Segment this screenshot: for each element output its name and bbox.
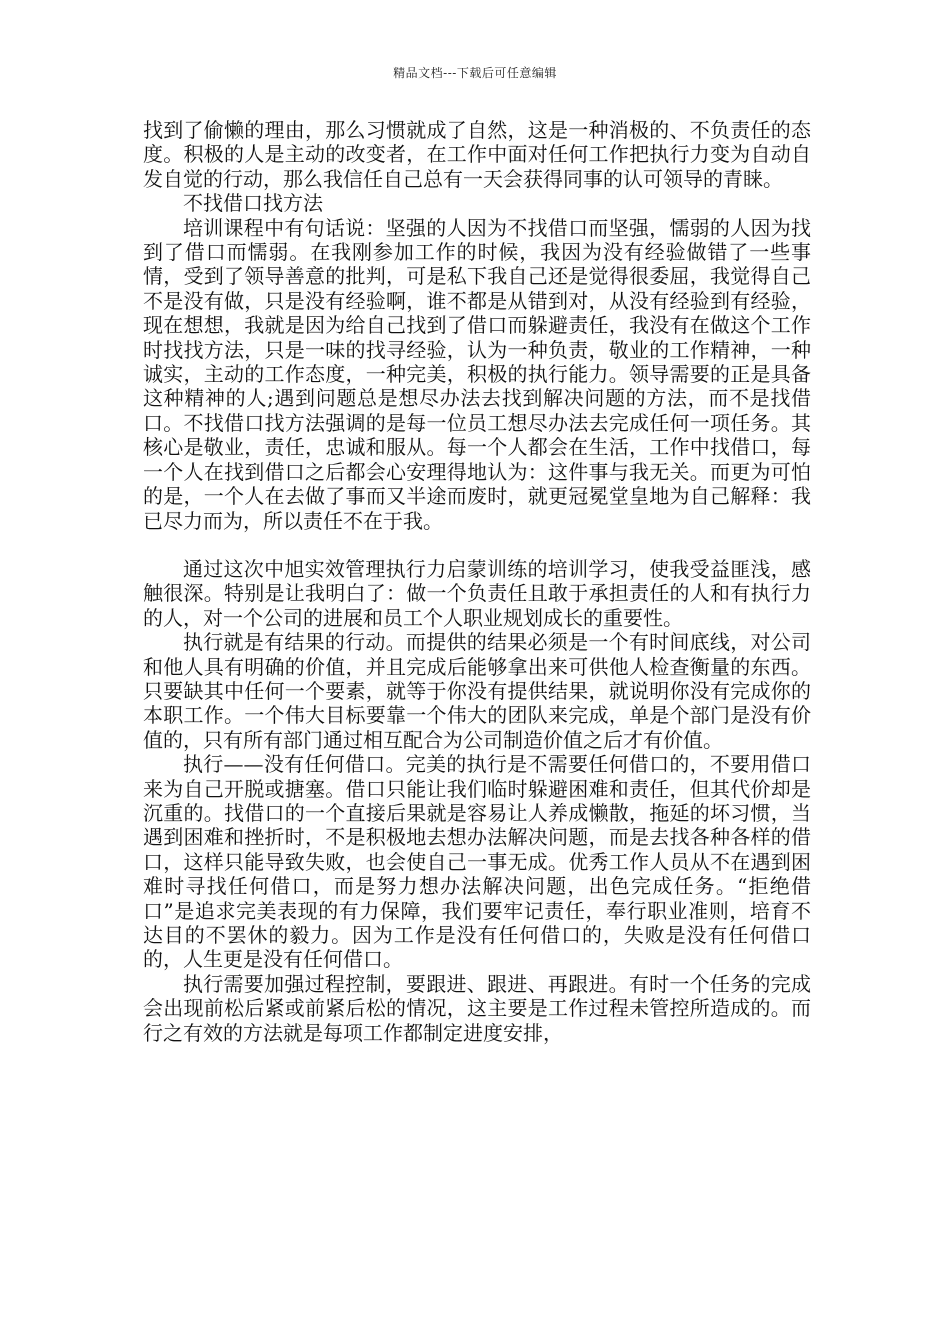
- paragraph: 执行——没有任何借口。完美的执行是不需要任何借口的，不要用借口来为自己开脱或搪塞。借口只能让我们临时躲避困难和责任，但其代价却是沉重的。找借口的一个直接后果就是容易让人养成懒散，拖延的坏习惯，当遇到困难和挫折时，不是积极地去想办法解决问题，而是去找各种各样的借口，这样只能导致失败，也会使自己一事无成。优秀工作人员从不在遇到困难时寻找任何借口，而是努力想办法解决问题，出色完成任务。“拒绝借口”是追求完美表现的有力保障，我们要牢记责任，奉行职业准则，培育不达目的不罢休的毅力。因为工作是没有任何借口的，失败是没有任何借口的，人生更是没有任何借口。: [143, 752, 811, 972]
- page-header: 精品文档---下载后可任意编辑: [393, 66, 557, 80]
- paragraph-gap: [143, 533, 811, 557]
- paragraph: 培训课程中有句话说：坚强的人因为不找借口而坚强，懦弱的人因为找到了借口而懦弱。在我刚参加工作的时候，我因为没有经验做错了一些事情，受到了领导善意的批判，可是私下我自己还是觉得很委屈，我觉得自己不是没有做，只是没有经验啊，谁不都是从错到对，从没有经验到有经验，现在想想，我就是因为给自己找到了借口而躲避责任，我没有在做这个工作时找找方法，只是一味的找寻经验，认为一种负责，敬业的工作精神，一种诚实，主动的工作态度，一种完美，积极的执行能力。领导需要的正是具备这种精神的人;遇到问题总是想尽办法去找到解决问题的方法，而不是找借口。不找借口找方法强调的是每一位员工想尽办法去完成任何一项任务。其核心是敬业，责任，忠诚和服从。每一个人都会在生活，工作中找借口，每一个人在找到借口之后都会心安理得地认为：这件事与我无关。而更为可怕的是，一个人在去做了事而又半途而废时，就更冠冕堂皇地为自己解释：我已尽力而为，所以责任不在于我。: [143, 215, 811, 533]
- paragraph: 通过这次中旭实效管理执行力启蒙训练的培训学习，使我受益匪浅，感触很深。特别是让我明白了：做一个负责任且敢于承担责任的人和有执行力的人，对一个公司的进展和员工个人职业规划成长的重要性。: [143, 556, 811, 630]
- section-heading: 不找借口找方法: [183, 191, 323, 216]
- paragraph: 执行需要加强过程控制，要跟进、跟进、再跟进。有时一个任务的完成会出现前松后紧或前紧后松的情况，这主要是工作过程未管控所造成的。而行之有效的方法就是每项工作都制定进度安排，: [143, 971, 811, 1045]
- paragraph: 执行就是有结果的行动。而提供的结果必须是一个有时间底线，对公司和他人具有明确的价值，并且完成后能够拿出来可供他人检查衡量的东西。只要缺其中任何一个要素，就等于你没有提供结果，就说明你没有完成你的本职工作。一个伟大目标要靠一个伟大的团队来完成，单是个部门是没有价值的，只有所有部门通过相互配合为公司制造价值之后才有价值。: [143, 630, 811, 752]
- document-body: [143, 118, 811, 1045]
- paragraph-continuation: 找到了偷懒的理由，那么习惯就成了自然，这是一种消极的、不负责任的态度。积极的人是主动的改变者，在工作中面对任何工作把执行力变为自动自发自觉的行动，那么我信任自己总有一天会获得同事的认可领导的青睐。: [143, 118, 811, 191]
